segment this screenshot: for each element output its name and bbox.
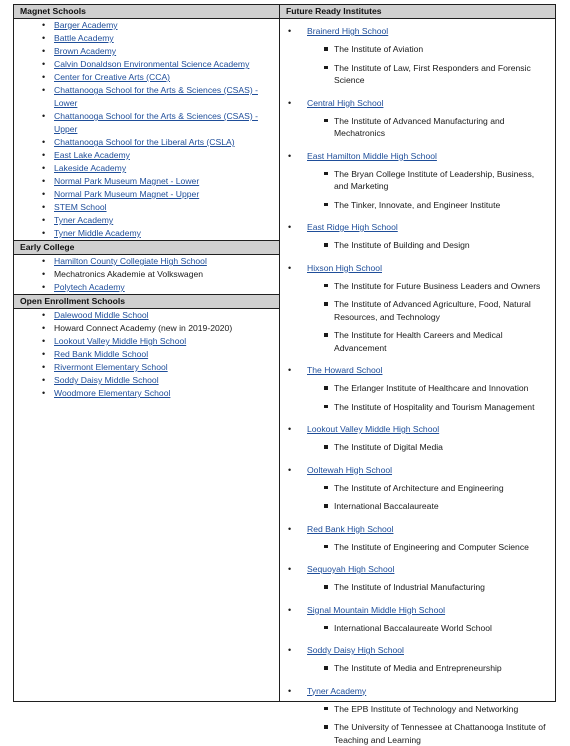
list-item	[14, 348, 279, 361]
list-item	[14, 45, 279, 58]
square-bullet-icon	[324, 486, 328, 490]
bullet-icon: •	[42, 150, 46, 160]
right-column	[280, 5, 555, 745]
school-name: Howard Connect Academy (new in 2019-2020)	[54, 323, 233, 333]
future-ready-school	[280, 604, 555, 616]
square-bullet-icon	[324, 284, 328, 288]
bullet-icon: •	[42, 189, 46, 199]
bullet-icon: •	[42, 59, 46, 69]
list-item	[14, 214, 279, 227]
bullet-icon: •	[42, 33, 46, 43]
institute-name: The Erlanger Institute of Healthcare and Innovation	[334, 383, 529, 393]
institute-name: The EPB Institute of Technology and Networking	[334, 703, 519, 714]
school-link[interactable]: Lookout Valley Middle High School	[307, 424, 440, 434]
institute-name: The Bryan College Institute of Leadership, Business, and Marketing	[334, 168, 535, 191]
list-item	[14, 188, 279, 201]
bullet-icon: •	[42, 72, 46, 82]
school-link[interactable]: Sequoyah High School	[307, 564, 395, 574]
bullet-icon: •	[288, 645, 292, 655]
bullet-icon: •	[288, 150, 292, 161]
future-ready-school	[280, 97, 555, 109]
institute-item	[280, 482, 555, 495]
list-item	[14, 58, 279, 71]
institute-item	[280, 298, 555, 323]
school-link[interactable]: Tyner Academy	[54, 215, 114, 225]
school-link[interactable]: Battle Academy	[54, 33, 114, 43]
institute-item	[280, 382, 555, 395]
bullet-icon: •	[42, 310, 46, 320]
bullet-icon: •	[42, 176, 46, 186]
square-bullet-icon	[324, 119, 328, 123]
institute-name: The Institute of Building and Design	[334, 240, 470, 250]
magnet-schools-list	[14, 19, 279, 240]
institute-item	[280, 168, 555, 193]
bullet-icon: •	[288, 222, 292, 232]
institute-name: International Baccalaureate	[334, 501, 439, 511]
institute-item	[280, 199, 555, 212]
list-item	[14, 136, 279, 149]
school-link[interactable]: Ooltewah High School	[307, 464, 393, 475]
school-link[interactable]: Chattanooga School for the Arts & Sciences (CSAS) - Upper	[54, 111, 258, 134]
bullet-icon: •	[288, 26, 292, 36]
institute-name: The Institute of Law, First Responders and Forensic Science	[334, 62, 531, 85]
future-ready-school	[280, 563, 555, 575]
future-ready-school	[280, 644, 555, 656]
institute-name: The Institute of Engineering and Computer Science	[334, 541, 529, 552]
left-column	[14, 5, 280, 701]
future-ready-school	[280, 464, 555, 476]
institute-item	[280, 541, 555, 554]
institute-name: International Baccalaureate World School	[334, 622, 492, 633]
institute-name: The Institute of Industrial Manufacturing	[334, 582, 485, 592]
institute-name: The Institute of Hospitality and Tourism Management	[334, 401, 535, 412]
institute-item	[280, 401, 555, 414]
list-item	[14, 110, 279, 136]
square-bullet-icon	[324, 707, 328, 711]
institute-item	[280, 43, 555, 56]
bullet-icon: •	[42, 388, 46, 398]
list-item	[14, 175, 279, 188]
institute-item	[280, 329, 555, 354]
square-bullet-icon	[324, 504, 328, 508]
bullet-icon: •	[42, 20, 46, 30]
list-item	[14, 19, 279, 32]
square-bullet-icon	[324, 445, 328, 449]
institute-name: The Institute of Advanced Agriculture, Food, Natural Resources, and Technology	[334, 299, 531, 322]
school-link[interactable]: Center for Creative Arts (CCA)	[54, 72, 171, 82]
school-link[interactable]: Normal Park Museum Magnet - Lower	[54, 176, 200, 186]
square-bullet-icon	[324, 585, 328, 589]
school-link[interactable]: Red Bank Middle School	[54, 349, 149, 359]
school-link[interactable]: Brown Academy	[54, 46, 117, 56]
institute-name: The Institute of Architecture and Engineering	[334, 482, 504, 493]
school-link[interactable]: Normal Park Museum Magnet - Upper	[54, 189, 200, 199]
bullet-icon: •	[42, 282, 46, 292]
school-link[interactable]: Woodmore Elementary School	[54, 388, 171, 398]
school-link[interactable]: Soddy Daisy High School	[307, 645, 404, 655]
school-link[interactable]: Lookout Valley Middle High School	[54, 336, 187, 346]
school-link[interactable]: Signal Mountain Middle High School	[307, 604, 446, 615]
bullet-icon: •	[288, 564, 292, 574]
institute-item	[280, 662, 555, 675]
school-link[interactable]: Polytech Academy	[54, 282, 125, 292]
school-link[interactable]: East Lake Academy	[54, 150, 130, 160]
school-link[interactable]: Calvin Donaldson Environmental Science Academy	[54, 59, 250, 69]
school-name: Mechatronics Akademie at Volkswagen	[54, 269, 204, 279]
list-item	[14, 162, 279, 175]
square-bullet-icon	[324, 47, 328, 51]
future-ready-school	[280, 221, 555, 233]
institute-name: The Institute of Advanced Manufacturing and Mechatronics	[334, 115, 505, 138]
school-link[interactable]: Central High School	[307, 97, 384, 108]
bullet-icon: •	[42, 349, 46, 359]
institute-item	[280, 622, 555, 635]
school-link[interactable]: STEM School	[54, 202, 107, 212]
bullet-icon: •	[42, 111, 46, 121]
bullet-icon: •	[42, 137, 46, 147]
institute-name: The Institute of Aviation	[334, 44, 424, 54]
bullet-icon: •	[42, 336, 46, 346]
school-link[interactable]: Tyner Middle Academy	[54, 228, 141, 238]
institute-item	[280, 62, 555, 87]
list-item	[14, 361, 279, 374]
square-bullet-icon	[324, 243, 328, 247]
bullet-icon: •	[288, 424, 292, 434]
open-enrollment-list	[14, 309, 279, 400]
institute-name: The Institute for Health Careers and Medical Advancement	[334, 330, 503, 353]
bullet-icon: •	[288, 97, 292, 108]
list-item	[14, 149, 279, 162]
institute-name: The Institute of Digital Media	[334, 442, 443, 452]
bullet-icon: •	[288, 604, 292, 615]
future-ready-school	[280, 423, 555, 435]
square-bullet-icon	[324, 666, 328, 670]
list-item	[14, 374, 279, 387]
future-ready-school	[280, 685, 555, 697]
institute-name: The University of Tennessee at Chattanooga Institute of Teaching and Learning	[334, 722, 546, 745]
bullet-icon: •	[42, 85, 46, 95]
bullet-icon: •	[288, 523, 292, 534]
list-item	[14, 268, 279, 281]
list-item	[14, 84, 279, 110]
early-college-header: Early College	[14, 240, 279, 255]
bullet-icon: •	[42, 362, 46, 372]
school-link[interactable]: Hixson High School	[307, 262, 382, 273]
school-link[interactable]: Dalewood Middle School	[54, 310, 149, 320]
list-item	[14, 32, 279, 45]
school-link[interactable]: Barger Academy	[54, 20, 118, 30]
institute-item	[280, 441, 555, 454]
institute-item	[280, 500, 555, 513]
square-bullet-icon	[324, 405, 328, 409]
square-bullet-icon	[324, 545, 328, 549]
school-link[interactable]: Soddy Daisy Middle School	[54, 375, 159, 385]
institute-item	[280, 115, 555, 140]
institute-name: The Institute for Future Business Leaders and Owners	[334, 280, 541, 291]
school-link[interactable]: East Ridge High School	[307, 222, 398, 232]
school-link[interactable]: The Howard School	[307, 365, 383, 375]
magnet-schools-header: Magnet Schools	[14, 5, 279, 19]
school-link[interactable]: Red Bank High School	[307, 523, 394, 534]
square-bullet-icon	[324, 333, 328, 337]
square-bullet-icon	[324, 66, 328, 70]
bullet-icon: •	[288, 464, 292, 475]
list-item	[14, 309, 279, 322]
bullet-icon: •	[42, 202, 46, 212]
institute-item	[280, 239, 555, 252]
future-ready-school	[280, 364, 555, 376]
school-link[interactable]: Chattanooga School for the Liberal Arts (CSLA)	[54, 137, 235, 147]
list-item	[14, 322, 279, 335]
schools-table	[13, 4, 556, 745]
institute-name: The Institute of Media and Entrepreneurship	[334, 663, 502, 673]
bullet-icon: •	[42, 323, 46, 333]
institute-item	[280, 581, 555, 594]
square-bullet-icon	[324, 725, 328, 729]
school-link[interactable]: Brainerd High School	[307, 26, 389, 36]
list-item	[14, 255, 279, 268]
future-ready-school	[280, 523, 555, 535]
school-link[interactable]: East Hamilton Middle High School	[307, 150, 437, 161]
early-college-list	[14, 255, 279, 294]
open-enrollment-header: Open Enrollment Schools	[14, 294, 279, 309]
list-item	[14, 335, 279, 348]
square-bullet-icon	[324, 203, 328, 207]
school-link[interactable]: Rivermont Elementary School	[54, 362, 168, 372]
list-item	[14, 227, 279, 240]
bullet-icon: •	[42, 163, 46, 173]
bullet-icon: •	[288, 365, 292, 375]
bullet-icon: •	[42, 375, 46, 385]
future-ready-school	[280, 25, 555, 37]
square-bullet-icon	[324, 302, 328, 306]
list-item	[14, 201, 279, 214]
school-link[interactable]: Lakeside Academy	[54, 163, 127, 173]
bullet-icon: •	[42, 228, 46, 238]
bullet-icon: •	[288, 685, 292, 696]
list-item	[14, 281, 279, 294]
institute-item	[280, 280, 555, 293]
bullet-icon: •	[42, 46, 46, 56]
school-link[interactable]: Tyner Academy	[307, 685, 367, 696]
institute-item	[280, 721, 555, 746]
list-item	[14, 71, 279, 84]
square-bullet-icon	[324, 172, 328, 176]
institute-name: The Tinker, Innovate, and Engineer Institute	[334, 199, 501, 210]
bullet-icon: •	[42, 215, 46, 225]
future-ready-school	[280, 262, 555, 274]
square-bullet-icon	[324, 386, 328, 390]
future-ready-school	[280, 150, 555, 162]
bullet-icon: •	[42, 256, 46, 266]
school-link[interactable]: Chattanooga School for the Arts & Sciences (CSAS) - Lower	[54, 85, 258, 108]
future-ready-header: Future Ready Institutes	[280, 5, 555, 19]
list-item	[14, 387, 279, 400]
bullet-icon: •	[288, 262, 292, 273]
future-ready-list	[280, 19, 555, 746]
school-link[interactable]: Hamilton County Collegiate High School	[54, 256, 207, 266]
bullet-icon: •	[42, 269, 46, 279]
square-bullet-icon	[324, 626, 328, 630]
